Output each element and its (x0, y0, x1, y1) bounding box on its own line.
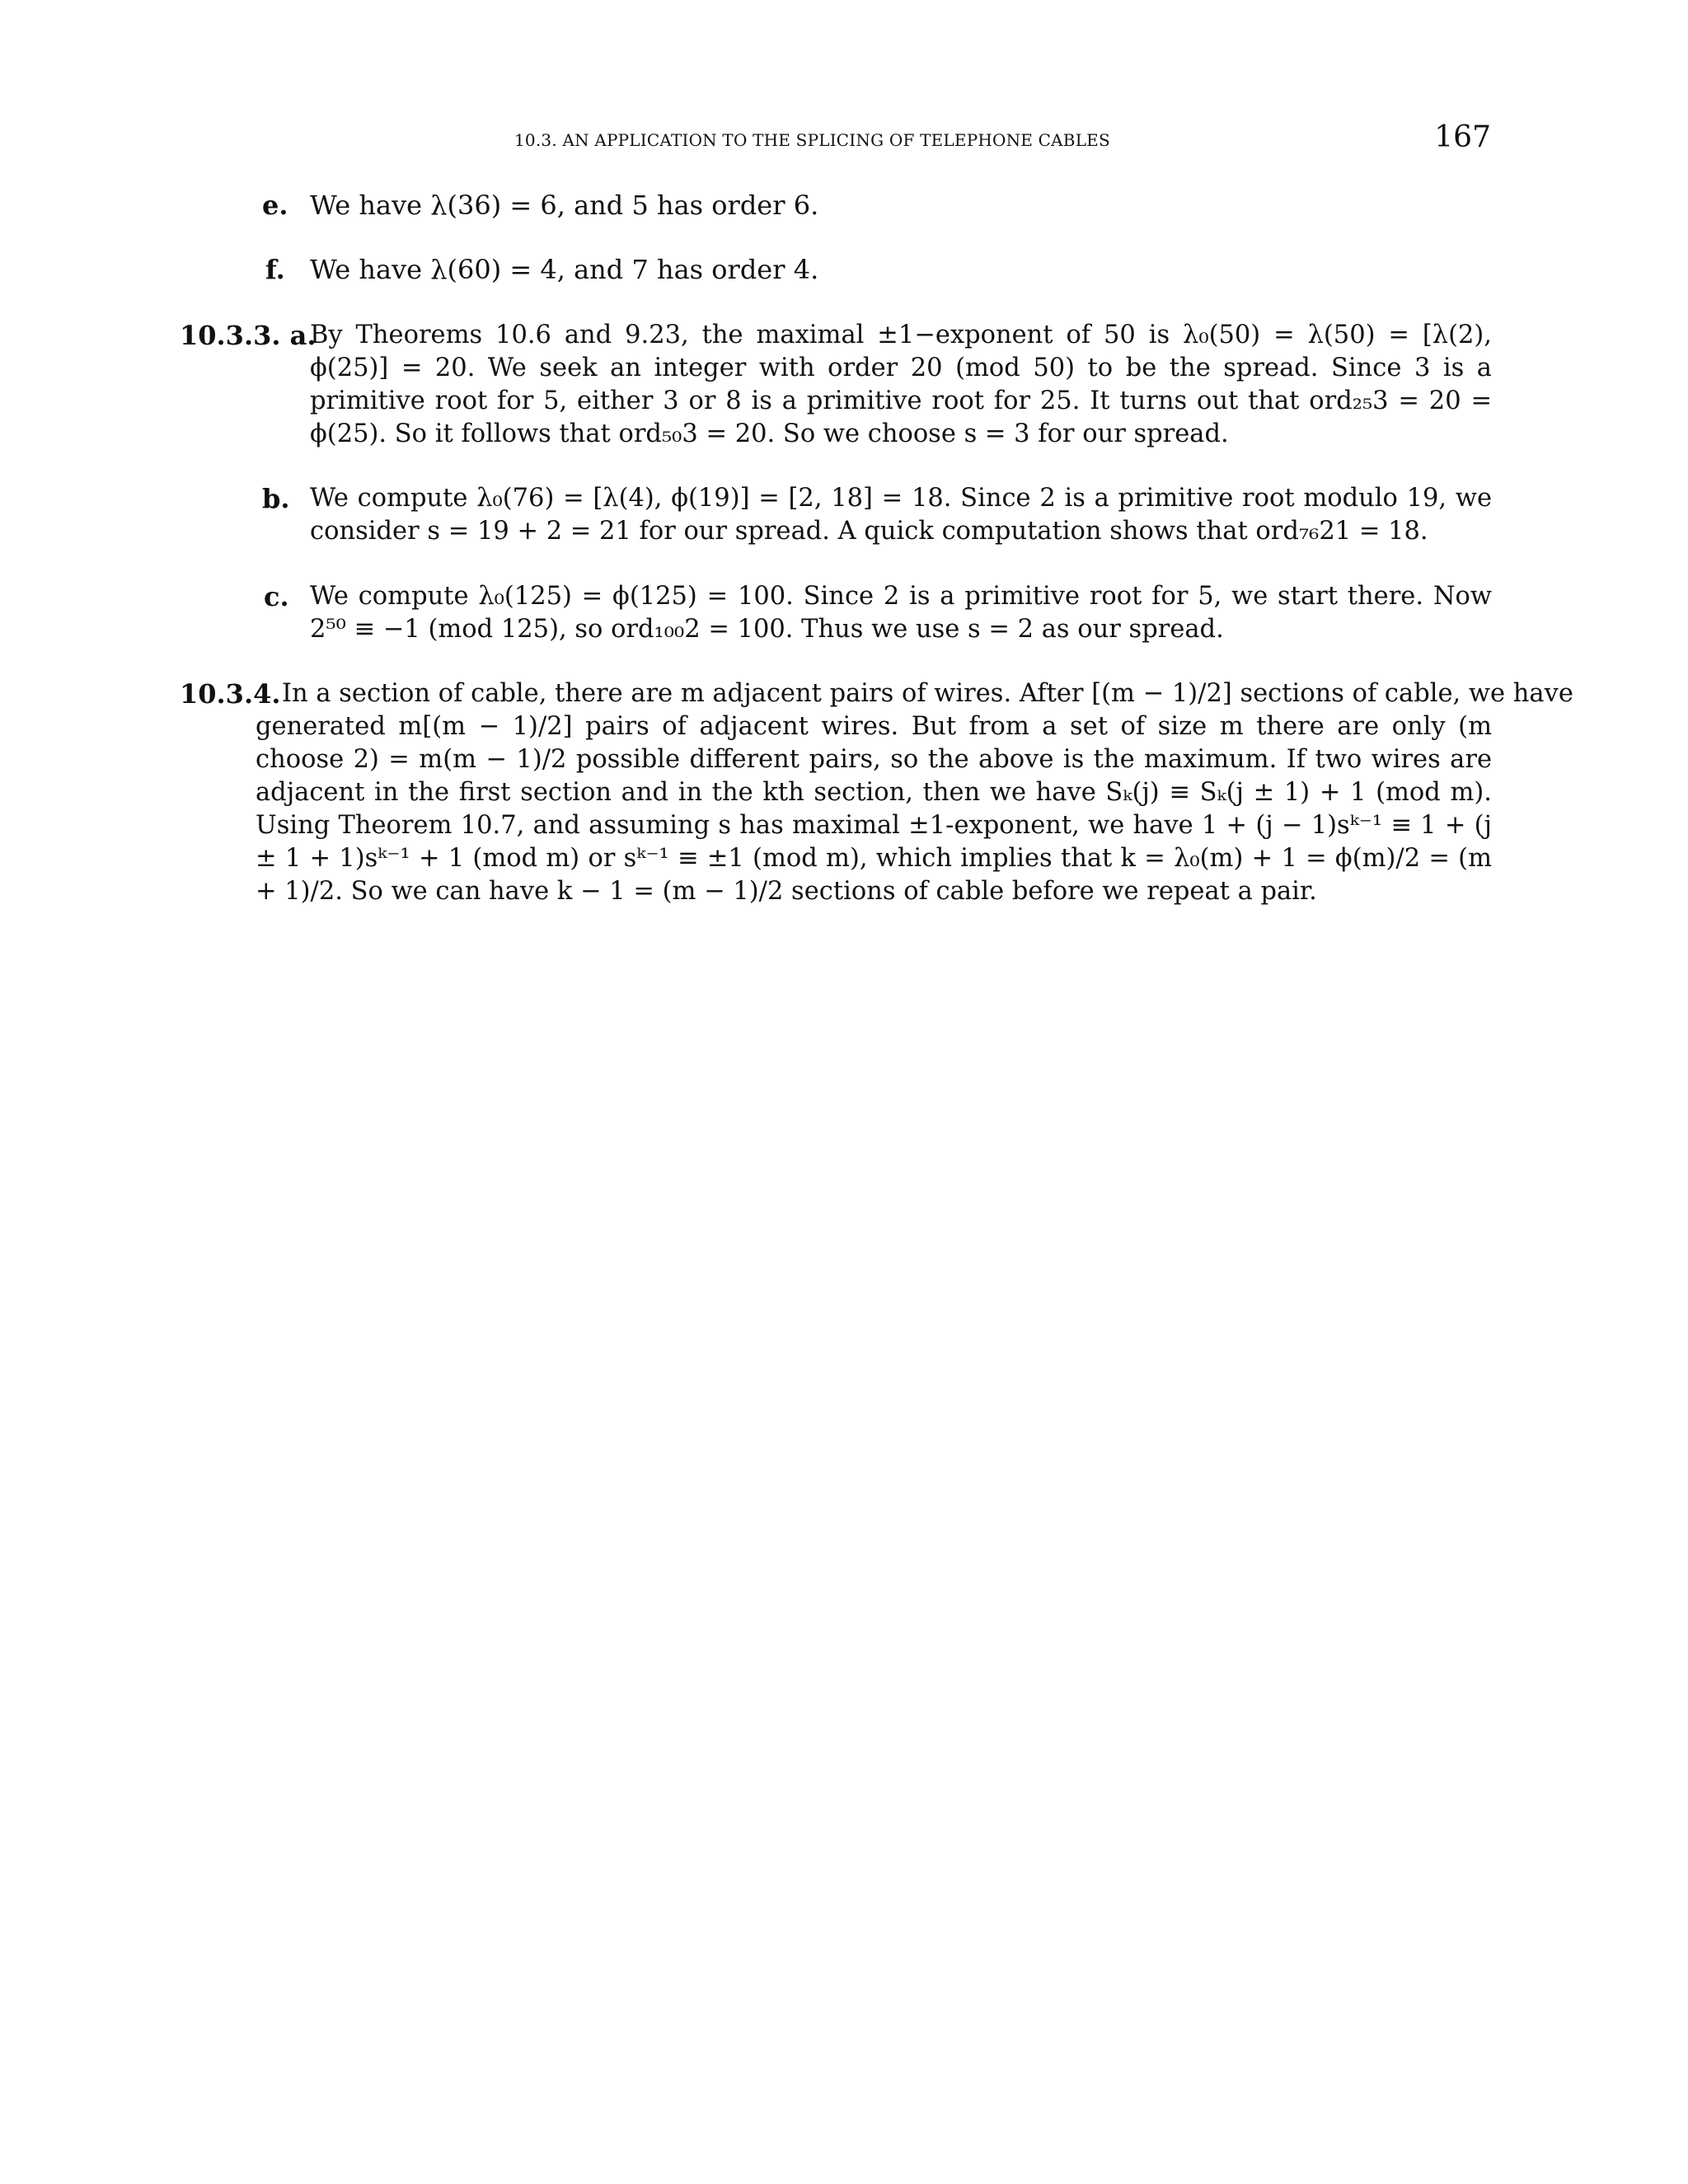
part-text: We compute λ₀(125) = ϕ(125) = 100. Since 2 is a primitive root for 5, we start there. Now 2⁵⁰ ≡ −1 (mod 125), so ord₁₀₀2 = 100. Thus we use s = 2 as our spread. (310, 582, 1492, 644)
part-text: We have λ(60) = 4, and 7 has order 4. (310, 254, 819, 285)
part-label: e. (262, 190, 288, 221)
exercise-label: 10.3.4. (180, 678, 281, 710)
running-title: 10.3. AN APPLICATION TO THE SPLICING OF TELEPHONE CABLES (514, 130, 1110, 150)
exercise-label: 10.3.3. a. (180, 320, 316, 351)
part-text: We compute λ₀(76) = [λ(4), ϕ(19)] = [2, 18] = 18. Since 2 is a primitive root modulo 19, we consider s = 19 + 2 = 21 for our spread. A quick computation shows that ord₇₆21 = 18. (310, 484, 1492, 546)
part-label: c. (264, 581, 289, 612)
exercise-text: generated m[(m − 1)/2] pairs of adjacent wires. But from a set of size m there are only (m choose 2) = m(m − 1)/2 possible different pairs, so the above is the maximum. If two wires are adjacent in the first section and in the kth section, then we have Sₖ(j) ≡ Sₖ(j ± 1) + 1 (mod m). Using Theorem 10.7, and assuming s has maximal ±1-exponent, we have 1 + (j − 1)sᵏ⁻¹ ≡ 1 + (j ± 1 + 1)sᵏ⁻¹ + 1 (mod m) or sᵏ⁻¹ ≡ ±1 (mod m), which implies that k = λ₀(m) + 1 = ϕ(m)/2 = (m + 1)/2. So we can have k − 1 = (m − 1)/2 sections of cable before we repeat a pair. (256, 712, 1492, 906)
part-label: b. (262, 483, 290, 514)
part-text: We have λ(36) = 6, and 5 has order 6. (310, 190, 819, 221)
page-number: 167 (1434, 120, 1491, 154)
exercise-first-line: In a section of cable, there are m adjacent pairs of wires. After [(m − 1)/2] sections of cable, we have (282, 679, 1573, 708)
exercise-text: By Theorems 10.6 and 9.23, the maximal ±1−exponent of 50 is λ₀(50) = λ(50) = [λ(2), ϕ(25)] = 20. We seek an integer with order 20 (mod 50) to be the spread. Since 3 is a primitive root for 5, either 3 or 8 is a primitive root for 25. It turns out that ord₂₅3 = 20 = ϕ(25). So it follows that ord₅₀3 = 20. So we choose s = 3 for our spread. (310, 321, 1492, 448)
part-label: f. (265, 254, 285, 285)
